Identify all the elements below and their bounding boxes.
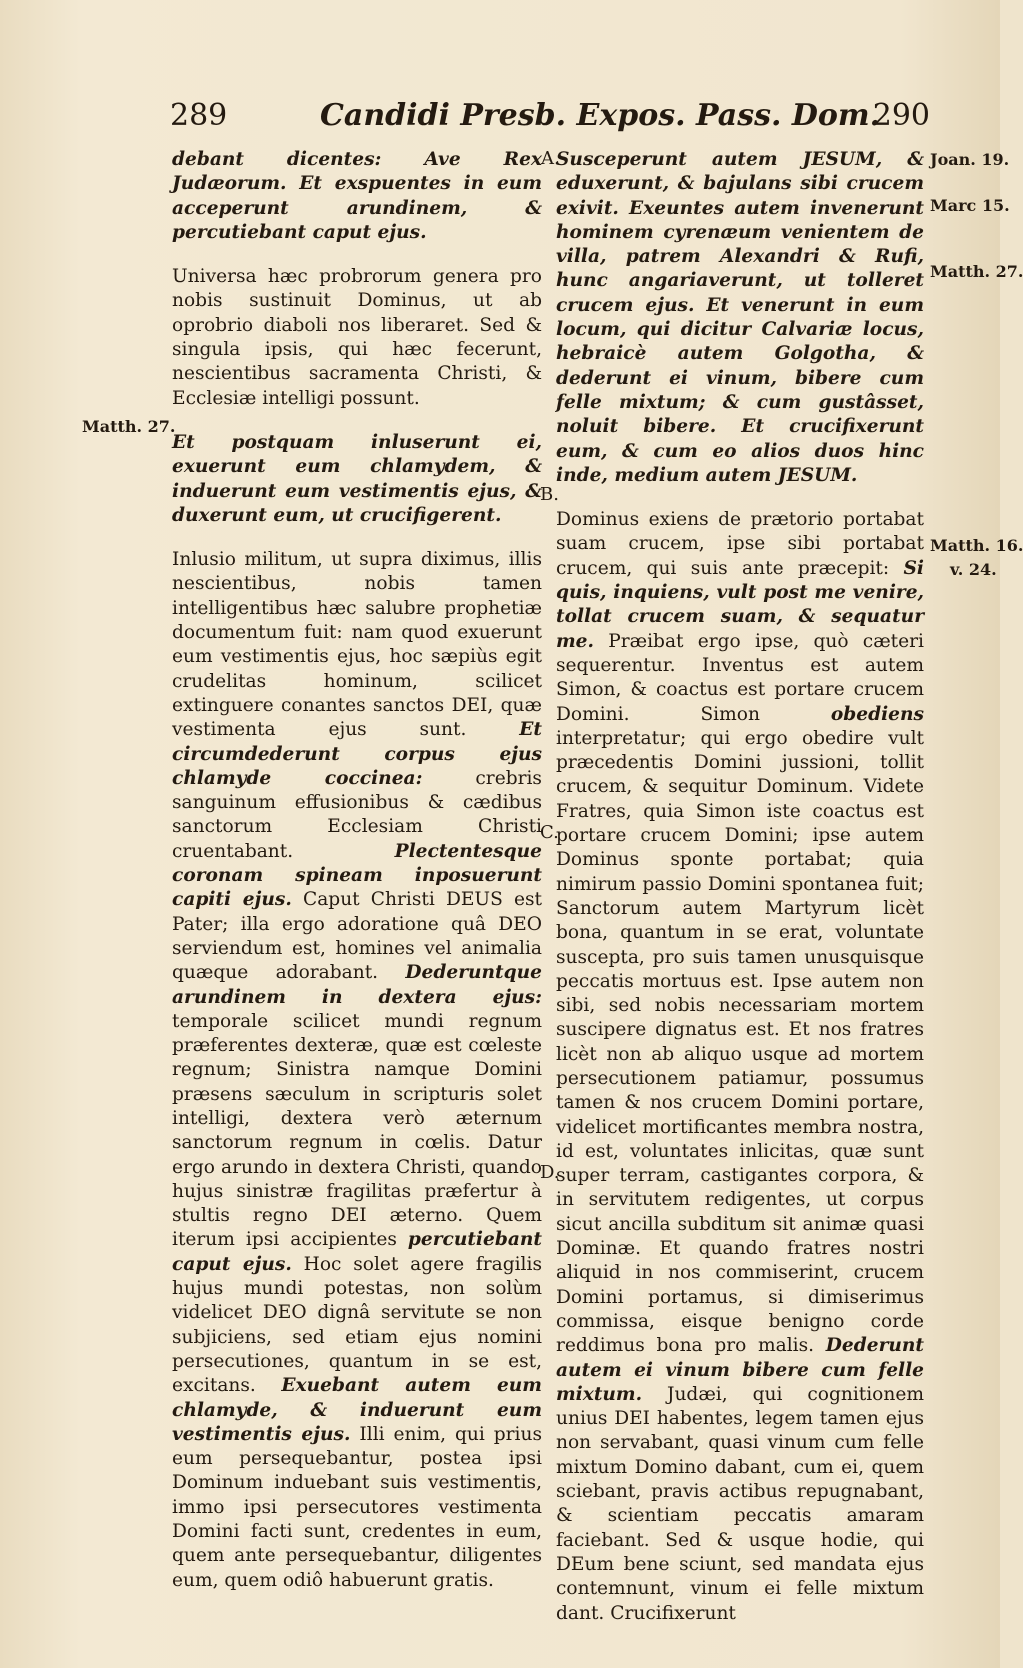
scripture-citation: Plectentesque coronam spineam inposuerunt capiti ejus. [172,840,542,911]
margin-reference: Matth. 27. [930,262,1023,281]
scripture-citation: Dederuntque arundinem in dextera ejus: [172,962,542,1008]
section-letter: D. [540,1162,560,1183]
running-title: Candidi Presb. Expos. Pass. Dom. [320,98,881,133]
commentary-text: crebris sanguinum effusionibus & cædibus sanctorum Ecclesiam Christi cruentabant. [172,767,542,862]
scripture-quote: Et postquam inluserunt ei, exuerunt eum chlamydem, & induerunt eum vestimentis ejus, & duxerunt eum, ut crucifigerent. [172,431,542,526]
commentary-text: Præibat ergo ipse, quò cæteri sequerentur. Inventus est autem Simon, & coactus est portare crucem Domini. Simon [556,630,924,725]
page-number-right: 290 [872,98,930,133]
left-column [172,148,542,1593]
scripture-quote: debant dicentes: Ave Rex Judæorum. Et exspuentes in eum acceperunt arundinem, & percutiebant caput ejus. [172,149,542,243]
scripture-citation: Et circumdederunt corpus ejus chlamyde coccinea: [172,719,542,789]
commentary-text: Dominus exiens de prætorio portabat suam crucem, ipse sibi portabat crucem, qui suis ante præcepit: [556,509,924,579]
right-column [556,148,924,1626]
scripture-citation: Exuebant autem eum chlamyde, & induerunt eum vestimentis ejus. [172,1375,542,1445]
scripture-citation: Si quis, inquiens, vult post me venire, tollat crucem suam, & sequatur me. [556,557,924,652]
scripture-citation: percutiebant caput ejus. [172,1229,542,1275]
commentary-text: interpretatur; qui ergo obedire vult præcedentis Domini jussioni, tollit crucem, & sequitur Dominum. Videte Fratres, quia Simon iste coactus est portare crucem Domini; ipse autem Dominus sponte portabat; quia nimirum passio Domini spontanea fuit; Sanctorum autem Martyrum licèt bona, quantum in se erat, voluntate suscepta, pro suis tamen unusquisque peccatis mortuus est. Ipse autem non sibi, sed nobis necessariam mortem suscipere dignatus est. Et nos fratres licèt non ab aliquo usque ad mortem persecutionem patiamur, possumus tamen & nos crucem Domini portare, videlicet mortificantes membra nostra, id est, voluntates inlicitas, quæ sunt super terram, castigantes corpora, & in servitutem redigentes, ut corpus sicut ancilla subditum sit animæ quasi Dominæ. Et quando fratres nostri aliquid in nos commiserint, crucem Domini portamus, si dimiserimus commissa, eisque benigno corde reddimus bona pro malis. [556,727,924,1357]
commentary-text: temporale scilicet mundi regnum præferentes dexteræ, quæ est cœleste regnum; Sinistra namque Domini præsens sæculum in scripturis solet intelligi, dextera verò æternum sanctorum regnum in cœlis. Datur ergo arundo in dextera Christi, quando hujus sinistræ fragilitas præfertur à stultis regno DEI æterno. Quem iterum ipsi accipientes [172,1010,542,1251]
section-letter: C. [540,822,559,843]
margin-reference: Matth. 27. [82,417,176,436]
scripture-citation: obediens [830,703,924,725]
margin-reference: Marc 15. [930,196,1010,215]
commentary-text: Hoc solet agere fragilis hujus mundi potestas, non solùm videlicet DEO dignâ servitute se non subjiciens, sed etiam ejus nomini persecutiones, quantum in se est, excitans. [172,1253,542,1397]
scripture-citation: Dederunt autem ei vinum bibere cum felle mixtum. [556,1335,924,1405]
running-header [170,98,930,138]
commentary-text: Illi enim, qui prius eum persequebantur, postea ipsi Dominum induebant suis vestimentis, immo ipsi persecutores vestimenta Domini facti sunt, credentes in eum, quem ante persequebantur, diligentes eum, quem odiô habuerunt gratis. [172,1423,543,1591]
margin-reference: Joan. 19. [930,150,1010,169]
page-number-left: 289 [170,98,228,133]
margin-reference: v. 24. [950,560,997,579]
commentary-text: Inlusio militum, ut supra diximus, illis nescientibus, nobis tamen intelligentibus hæc salubre prophetiæ documentum fuit: nam quod exuerunt eum vestimentis ejus, hoc sæpiùs egit crudelitas hominum, scilicet extinguere conantes sanctos DEI, quæ vestimenta ejus sunt. [172,549,542,741]
commentary-text: Judæi, qui cognitionem unius DEI habentes, legem tamen ejus non servabant, quasi vinum cum felle mixtum Domino dabant, cum ei, quem sciebant, pravis actibus repugnabant, & scientiam peccatis amaram faciebant. Sed & usque hodie, qui DEum bene sciunt, sed mandata ejus contemnunt, vinum ei felle mixtum dant. Crucifixerunt [556,1383,924,1624]
section-letter: B. [540,484,559,505]
commentary-paragraph [556,508,924,1626]
commentary-paragraph [172,548,542,1593]
commentary-paragraph: Universa hæc probrorum genera pro nobis sustinuit Dominus, ut ab oprobrio diaboli nos liberaret. Sed & singula ipsis, qui hæc fecerunt, nescientibus sacramenta Christi, & Ecclesiæ intelligi possunt. [172,266,542,409]
scripture-quote: Susceperunt autem JESUM, & eduxerunt, & bajulans sibi crucem exivit. Exeuntes autem invenerunt hominem cyrenæum venientem de villa, patrem Alexandri & Rufi, hunc angariaverunt, ut tolleret crucem ejus. Et venerunt in eum locum, qui dicitur Calvariæ locus, hebraicè autem Golgotha, & dederunt ei vinum, bibere cum felle mixtum; & cum gustâsset, noluit bibere. Et crucifixerunt eum, & cum eo alios duos hinc inde, medium autem JESUM. [556,149,924,486]
margin-reference: Matth. 16. [930,536,1023,555]
commentary-text: Caput Christi DEUS est Pater; illa ergo adoratione quâ DEO serviendum est, homines vel animalia quæque adorabant. [172,889,542,984]
section-letter: A. [541,148,560,169]
